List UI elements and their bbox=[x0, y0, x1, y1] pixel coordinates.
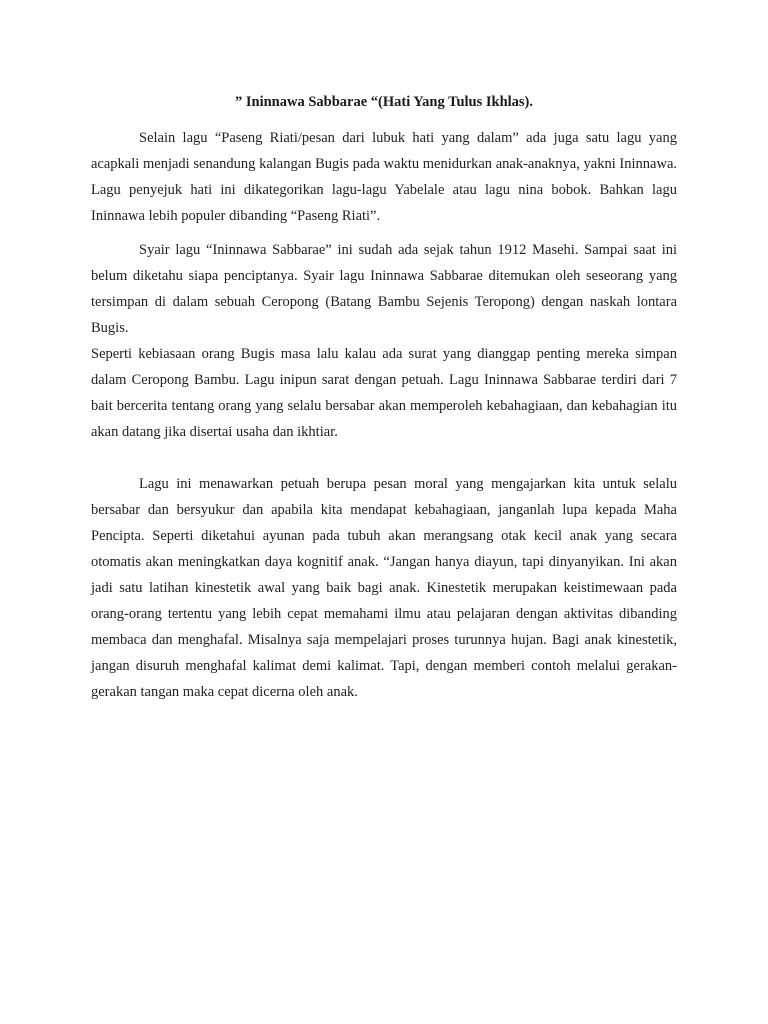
paragraph-3: Seperti kebiasaan orang Bugis masa lalu kalau ada surat yang dianggap penting mereka simpan dalam Ceropong Bambu. Lagu inipun sarat dengan petuah. Lagu Ininnawa Sabbarae terdiri dari 7 bait bercerita tentang orang yang selalu bersabar akan memperoleh kebahagiaan, dan kebahagian itu akan datang jika disertai usaha dan ikhtiar. bbox=[91, 346, 677, 440]
document-body bbox=[91, 125, 677, 705]
paragraph-4: Lagu ini menawarkan petuah berupa pesan moral yang mengajarkan kita untuk selalu bersabar dan bersyukur dan apabila kita mendapat kebahagiaan, janganlah lupa kepada Maha Pencipta. Seperti diketahui ayunan pada tubuh akan merangsang otak kecil anak yang secara otomatis akan meningkatkan daya kognitif anak. “Jangan hanya diayun, tapi dinyanyikan. Ini akan jadi satu latihan kinestetik awal yang baik bagi anak. Kinestetik merupakan keistimewaan pada orang-orang tertentu yang lebih cepat memahami ilmu atau pelajaran dengan aktivitas dibanding membaca dan menghafal. Misalnya saja mempelajari proses turunnya hujan. Bagi anak kinestetik, jangan disuruh menghafal kalimat demi kalimat. Tapi, dengan memberi contoh melalui gerakan-gerakan tangan maka cepat dicerna oleh anak. bbox=[91, 476, 677, 700]
document-title: ” Ininnawa Sabbarae “(Hati Yang Tulus Ikhlas). bbox=[234, 94, 534, 110]
paragraph-2: Syair lagu “Ininnawa Sabbarae” ini sudah ada sejak tahun 1912 Masehi. Sampai saat ini belum diketahu siapa penciptanya. Syair lagu Ininnawa Sabbarae ditemukan oleh seseorang yang tersimpan di dalam sebuah Ceropong (Batang Bambu Sejenis Teropong) dengan naskah lontara Bugis. bbox=[91, 242, 677, 336]
paragraph-1: Selain lagu “Paseng Riati/pesan dari lubuk hati yang dalam” ada juga satu lagu yang acapkali menjadi senandung kalangan Bugis pada waktu menidurkan anak-anaknya, yakni Ininnawa. Lagu penyejuk hati ini dikategorikan lagu-lagu Yabelale atau lagu nina bobok. Bahkan lagu Ininnawa lebih populer dibanding “Paseng Riati”. bbox=[91, 130, 677, 224]
